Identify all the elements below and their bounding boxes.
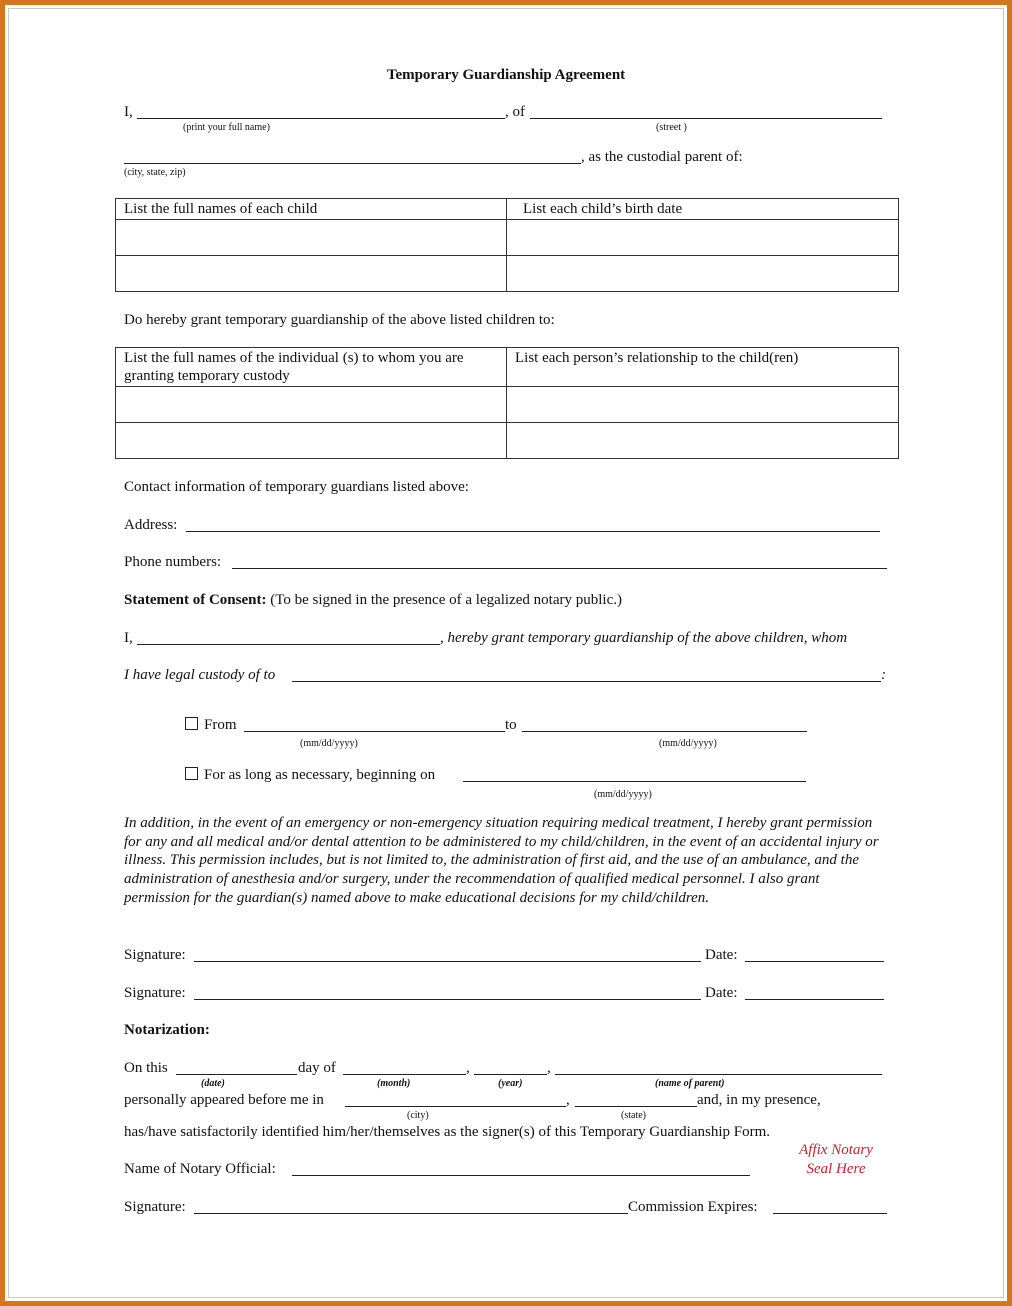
custodial-parent-text: , as the custodial parent of: xyxy=(581,149,743,165)
notary-comma-2: , xyxy=(547,1060,551,1076)
table-row xyxy=(116,220,899,256)
notary-month-field[interactable] xyxy=(343,1074,466,1075)
intro-i-label: I, xyxy=(124,104,133,120)
notary-year-hint: (year) xyxy=(498,1078,523,1089)
guardians-table xyxy=(115,347,899,459)
notary-city-field[interactable] xyxy=(345,1106,566,1107)
notary-signature-field[interactable] xyxy=(194,1213,628,1214)
from-checkbox[interactable] xyxy=(185,717,198,730)
page-title: Temporary Guardianship Agreement xyxy=(386,67,626,83)
consent-name-field[interactable] xyxy=(137,644,440,645)
guardian-name-cell[interactable] xyxy=(116,423,507,459)
city-state-zip-hint: (city, state, zip) xyxy=(124,167,186,178)
children-table xyxy=(115,198,899,292)
intro-of-label: , of xyxy=(505,104,525,120)
custody-of-field[interactable] xyxy=(292,681,881,682)
notary-comma-1: , xyxy=(466,1060,470,1076)
header-relationship: List each person’s relationship to the child(ren) xyxy=(507,348,899,387)
to-label: to xyxy=(505,717,517,733)
long-necessary-label: For as long as necessary, beginning on xyxy=(204,767,436,783)
child-name-cell[interactable] xyxy=(116,256,507,292)
day-of-label: day of xyxy=(298,1060,336,1076)
signature-label-1: Signature: xyxy=(124,947,186,963)
full-name-field[interactable] xyxy=(137,118,505,119)
date-field-2[interactable] xyxy=(745,999,884,1000)
date-field-1[interactable] xyxy=(745,961,884,962)
table-row xyxy=(116,387,899,423)
header-guardian-names-line2: granting temporary custody xyxy=(124,368,290,384)
to-date-field[interactable] xyxy=(522,731,807,732)
table-row xyxy=(116,423,899,459)
notary-date-field[interactable] xyxy=(176,1074,297,1075)
phone-field[interactable] xyxy=(232,568,887,569)
child-name-cell[interactable] xyxy=(116,220,507,256)
signature-label-2: Signature: xyxy=(124,985,186,1001)
identified-text: has/have satisfactorily identified him/her/themselves as the signer(s) of this Temporary Guardianship Form. xyxy=(124,1124,771,1140)
city-state-zip-field[interactable] xyxy=(124,163,581,164)
contact-heading: Contact information of temporary guardians listed above: xyxy=(124,479,469,495)
relationship-cell[interactable] xyxy=(507,387,899,423)
date-label-2: Date: xyxy=(705,985,738,1001)
notary-name-field[interactable] xyxy=(292,1175,750,1176)
signature-field-1[interactable] xyxy=(194,961,701,962)
child-birth-date-cell[interactable] xyxy=(507,256,899,292)
header-guardian-names xyxy=(116,348,507,387)
phone-label: Phone numbers: xyxy=(124,554,222,570)
consent-grant-text: , hereby grant temporary guardianship of the above children, whom xyxy=(440,630,848,646)
table-row xyxy=(116,256,899,292)
from-option xyxy=(185,716,237,734)
child-birth-date-cell[interactable] xyxy=(507,220,899,256)
beginning-date-field[interactable] xyxy=(463,781,806,782)
notary-year-field[interactable] xyxy=(474,1074,547,1075)
notarization-heading: Notarization: xyxy=(124,1022,210,1038)
medical-permission-paragraph: In addition, in the event of an emergency or non-emergency situation requiring medical treatment, I hereby grant permission for any and all medical and/or dental attention to be administered to my child/children, in the event of an accidental injury or illness. This permission includes, but is not limited to, the administration of first aid, and the use of an ambulance, and the administration of anesthesia and/or surgery, under the recommendation of qualified medical personnel. I also grant permission for the guardian(s) named above to make educational decisions for my child/children. xyxy=(124,815,879,906)
notary-name-label: Name of Notary Official: xyxy=(124,1161,276,1177)
seal-line-1: Affix Notary xyxy=(799,1142,873,1158)
appeared-text: personally appeared before me in xyxy=(124,1092,324,1108)
from-label: From xyxy=(204,717,237,733)
guardian-name-cell[interactable] xyxy=(116,387,507,423)
address-label: Address: xyxy=(124,517,178,533)
table-header-row xyxy=(116,348,899,387)
consent-heading xyxy=(124,591,622,609)
from-date-hint: (mm/dd/yyyy) xyxy=(300,738,358,749)
grant-text: Do hereby grant temporary guardianship of the above listed children to: xyxy=(124,312,555,328)
full-name-hint: (print your full name) xyxy=(183,122,270,133)
header-guardian-names-line1: List the full names of the individual (s) to whom you are xyxy=(124,350,464,366)
street-hint: (street ) xyxy=(656,122,687,133)
signature-field-2[interactable] xyxy=(194,999,701,1000)
notary-month-hint: (month) xyxy=(377,1078,411,1089)
in-presence-text: and, in my presence, xyxy=(697,1092,821,1108)
notary-date-hint: (date) xyxy=(201,1078,225,1089)
commission-label: Commission Expires: xyxy=(628,1199,758,1215)
from-date-field[interactable] xyxy=(244,731,505,732)
consent-i-label: I, xyxy=(124,630,133,646)
commission-expires-field[interactable] xyxy=(773,1213,887,1214)
to-date-hint: (mm/dd/yyyy) xyxy=(659,738,717,749)
parent-name-hint: (name of parent) xyxy=(655,1078,725,1089)
on-this-label: On this xyxy=(124,1060,168,1076)
table-header-row xyxy=(116,199,899,220)
notary-state-field[interactable] xyxy=(575,1106,697,1107)
consent-heading-rest: (To be signed in the presence of a legalized notary public.) xyxy=(266,592,622,608)
notary-seal-area xyxy=(790,1141,882,1179)
seal-line-2: Seal Here xyxy=(806,1161,866,1177)
notary-comma-3: , xyxy=(566,1092,570,1108)
header-child-names: List the full names of each child xyxy=(116,199,507,220)
custody-end: : xyxy=(881,667,886,683)
notary-state-hint: (state) xyxy=(621,1110,646,1121)
parent-name-field[interactable] xyxy=(555,1074,882,1075)
beginning-date-hint: (mm/dd/yyyy) xyxy=(594,789,652,800)
address-field[interactable] xyxy=(186,531,880,532)
custody-text: I have legal custody of to xyxy=(124,667,276,683)
street-field[interactable] xyxy=(530,118,882,119)
consent-heading-bold: Statement of Consent: xyxy=(124,592,267,608)
notary-signature-label: Signature: xyxy=(124,1199,186,1215)
date-label-1: Date: xyxy=(705,947,738,963)
long-necessary-checkbox[interactable] xyxy=(185,767,198,780)
notary-city-hint: (city) xyxy=(407,1110,429,1121)
long-necessary-option xyxy=(185,766,435,784)
header-birth-date: List each child’s birth date xyxy=(507,199,899,220)
relationship-cell[interactable] xyxy=(507,423,899,459)
